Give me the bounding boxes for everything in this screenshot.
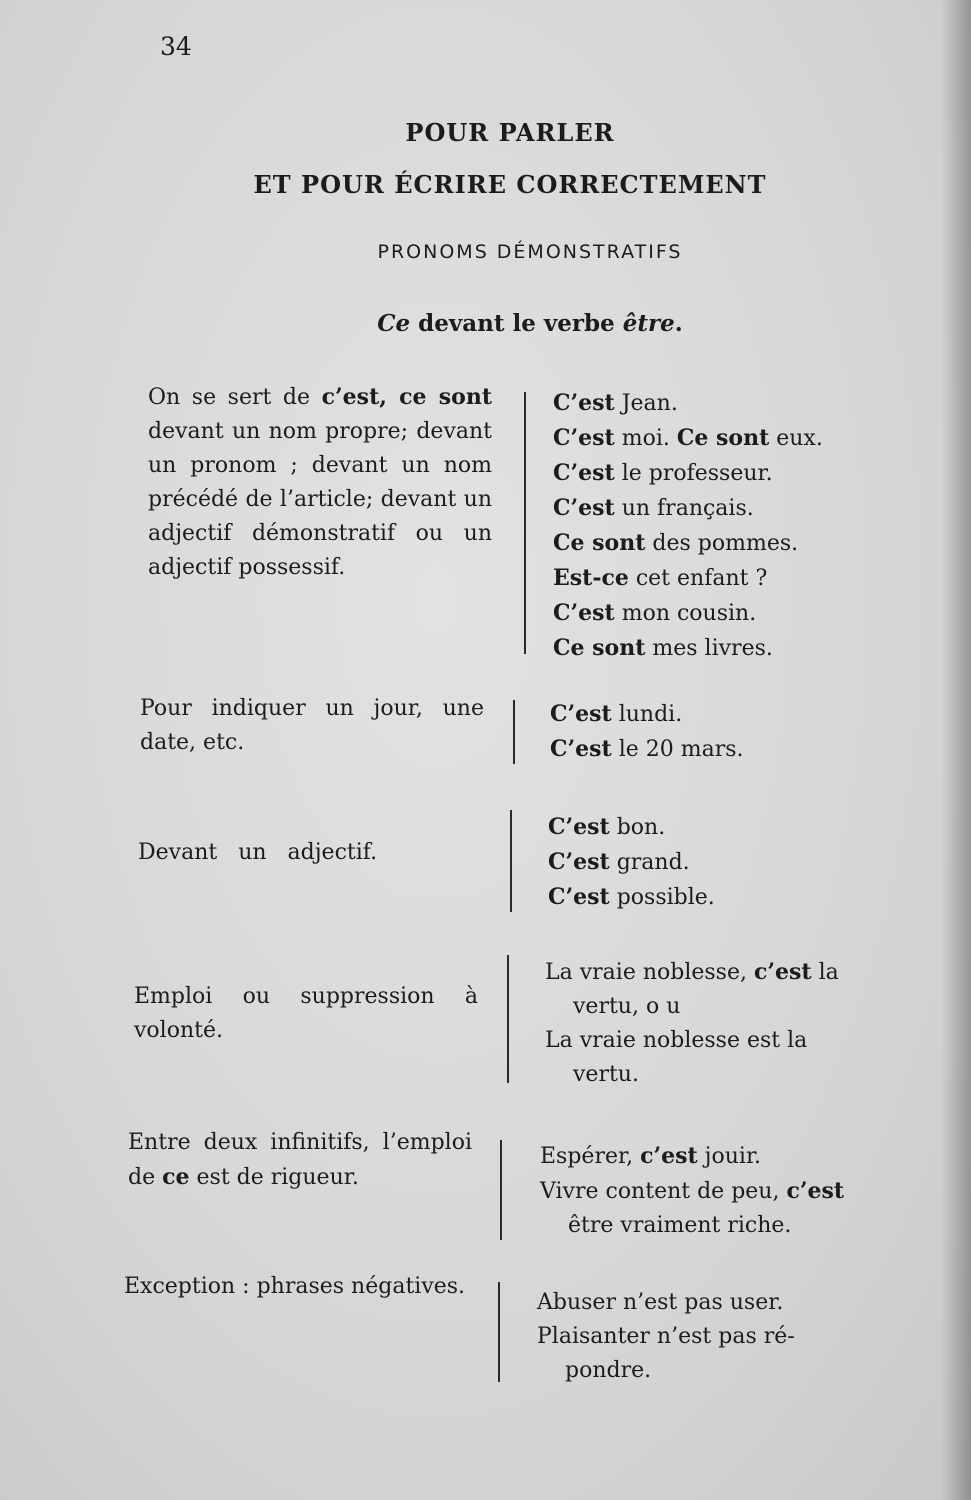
example-line [553,421,858,456]
example-text: le 20 mars. [611,737,744,762]
example-line [553,596,858,631]
example-pronoun: C’est [550,736,612,762]
example-line [537,1354,875,1388]
example-pronoun: C’est [550,701,612,727]
examples-group [550,697,855,767]
example-pronoun: c’est [786,1178,845,1204]
heading-mid: devant le verbe [410,310,623,337]
section-heading [0,310,971,337]
examples-group [548,810,853,915]
column-divider [498,1282,500,1382]
column-divider [507,955,509,1083]
example-pronoun: C’est [553,495,615,521]
example-pronoun: C’est [553,425,615,451]
example-line [553,561,858,596]
example-line [548,880,853,915]
example-pronoun: C’est [553,390,615,416]
example-text: bon. [609,815,666,840]
examples-group [553,386,858,666]
example-line [540,1174,880,1209]
example-text: Abuser n’est pas user. [537,1290,784,1315]
example-line [545,1024,885,1058]
example-text: cet enfant ? [628,566,768,591]
examples-group [540,1139,880,1243]
example-line [545,955,885,990]
example-line [545,990,885,1024]
rule-5-ce: ce [162,1164,190,1190]
column-divider [500,1140,502,1240]
example-text: être vraiment riche. [568,1213,792,1238]
example-pronoun: c’est [640,1143,698,1169]
example-text: Plaisanter n’est pas ré- [537,1324,795,1349]
example-text: mes livres. [645,636,773,661]
column-divider [513,700,515,764]
example-text: vertu. [573,1062,639,1087]
rule-text: Emploi ou suppression à volonté. [134,984,478,1043]
rule-text [148,380,492,585]
example-line [537,1320,875,1354]
example-text: grand. [609,850,690,875]
example-text: eux. [769,426,823,451]
example-line [550,732,855,767]
examples-group [545,955,885,1092]
example-line [550,697,855,732]
example-line [537,1286,875,1320]
example-line [545,1058,885,1092]
examples-group [537,1286,875,1388]
example-pronoun: Ce sont [553,635,646,661]
title-line-1: POUR PARLER [405,118,615,147]
example-text: La vraie noblesse, [545,960,754,985]
example-text: vertu, o u [573,994,681,1019]
column-divider [510,810,512,912]
example-text: pondre. [565,1358,652,1383]
page-number: 34 [160,32,192,61]
rule-text: Devant un adjectif. [138,840,378,865]
example-pronoun: Ce sont [676,425,770,451]
rule-text: Pour indiquer un jour, une date, etc. [140,696,484,755]
example-line [548,810,853,845]
example-text: des pommes. [645,531,799,556]
rule-5-part-a: Entre deux infinitifs, l’emploi de [128,1130,472,1190]
example-text: moi. [614,426,677,451]
example-text: jouir. [697,1144,762,1169]
subtitle: PRONOMS DÉMONSTRATIFS [377,241,683,263]
example-text: possible. [609,885,715,910]
example-line [553,526,858,561]
example-line [553,386,858,421]
example-pronoun: C’est [553,600,615,626]
example-text: Jean. [614,391,678,416]
example-pronoun: C’est [548,884,610,910]
example-pronoun: C’est [553,460,615,486]
example-text: Vivre content de peu, [540,1179,787,1204]
example-line [540,1139,880,1174]
example-text: mon cousin. [614,601,757,626]
example-pronoun: C’est [548,849,610,875]
example-text: le professeur. [614,461,773,486]
heading-ce: Ce [377,310,411,337]
rule-text [128,1126,472,1195]
example-text: un français. [614,496,754,521]
example-pronoun: Ce sont [553,530,646,556]
heading-end: . [674,310,683,337]
heading-etre: être [622,310,675,337]
example-pronoun: C’est [548,814,610,840]
example-text: Espérer, [540,1144,641,1169]
column-divider [524,392,526,654]
example-line [548,845,853,880]
example-line [540,1209,880,1243]
example-pronoun: c’est [753,959,812,985]
example-text: La vraie noblesse est la [545,1028,808,1053]
rule-1-cest: c’est, ce sont [321,384,492,410]
example-line [553,456,858,491]
example-text: lundi. [611,702,683,727]
example-text: la [811,960,839,985]
example-pronoun: Est-ce [553,565,629,591]
rule-1-part-b: devant un nom propre; devant un pronom ; devant un nom précédé de l’article; devant un adjectif démonstratif ou un adjectif possessif. [148,419,492,580]
example-line [553,491,858,526]
example-line [553,631,858,666]
rule-text: Exception : phrases négatives. [124,1274,466,1299]
rule-5-part-b: est de rigueur. [189,1165,359,1190]
title-line-2: ET POUR ÉCRIRE CORRECTEMENT [253,170,767,199]
rule-1-part-a: On se sert de [148,385,322,410]
